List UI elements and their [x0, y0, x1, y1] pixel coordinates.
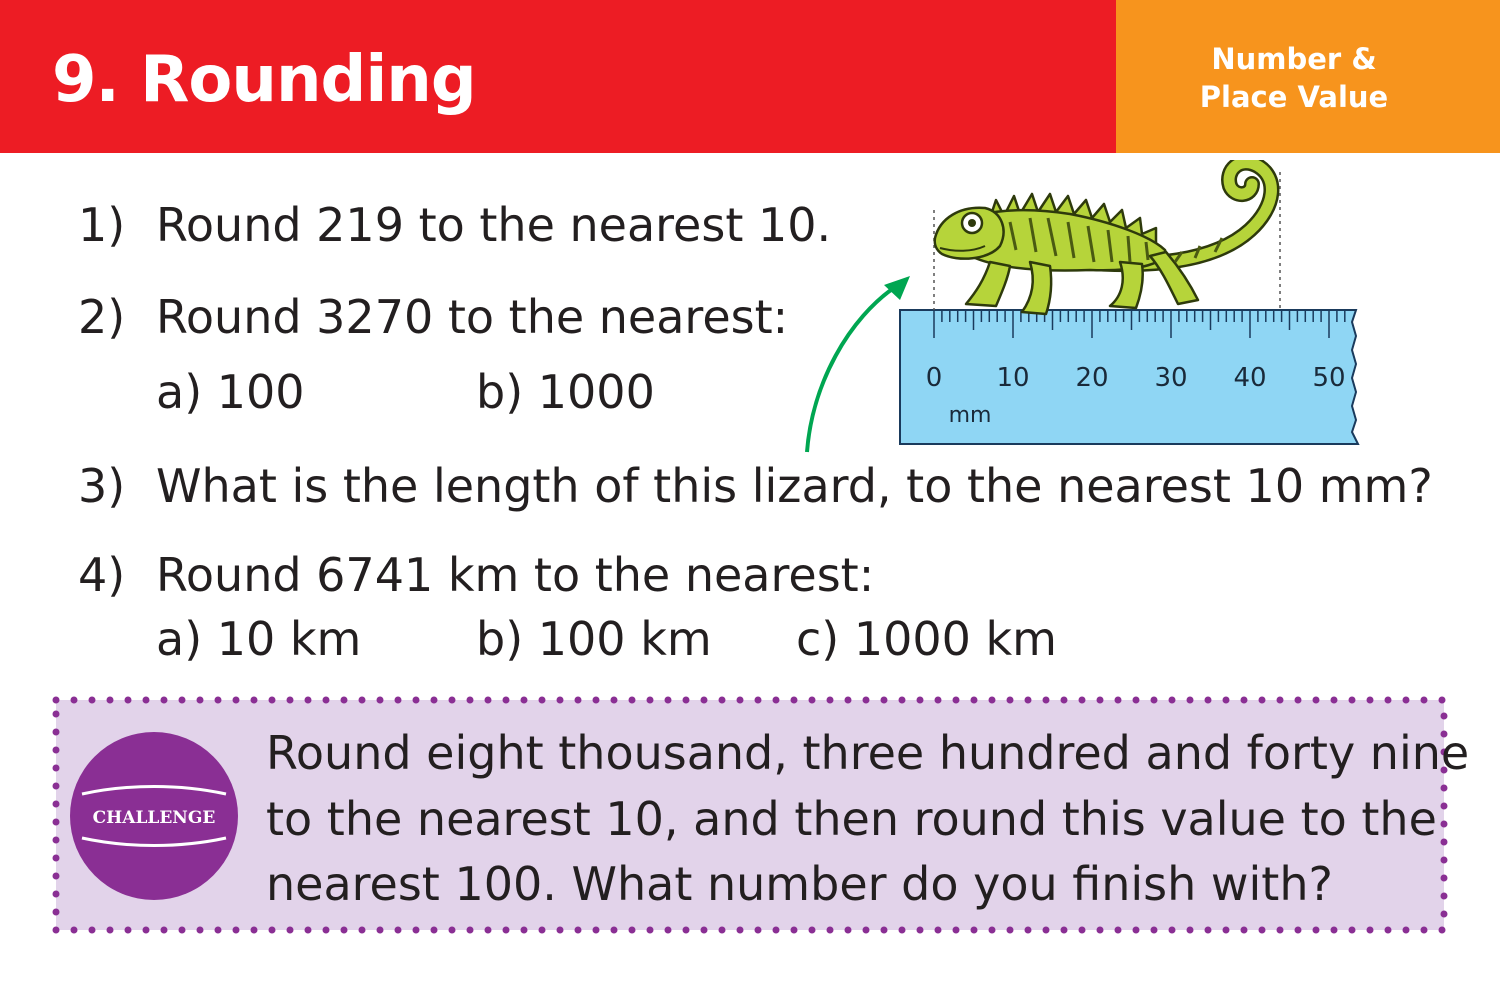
challenge-text-line2: to the nearest 10, and then round this value to the — [266, 792, 1437, 846]
question-4-number: 4) — [78, 548, 126, 602]
question-2b: b) 1000 — [476, 365, 655, 419]
topic-label-line1: Number & — [1211, 42, 1377, 76]
challenge-badge-label: CHALLENGE — [92, 808, 216, 828]
topic-label-line2: Place Value — [1199, 80, 1389, 114]
ruler-label-20: 20 — [1075, 363, 1109, 393]
question-4-text: Round 6741 km to the nearest: — [156, 548, 875, 602]
ruler-label-40: 40 — [1233, 363, 1267, 393]
question-1-number: 1) — [78, 198, 126, 252]
lizard-ruler-illustration — [790, 160, 1370, 460]
question-3-number: 3) — [78, 459, 126, 513]
challenge-badge — [68, 730, 240, 902]
question-4a: a) 10 km — [156, 612, 362, 666]
challenge-text-line3: nearest 100. What number do you finish with? — [266, 857, 1333, 911]
challenge-text-line1: Round eight thousand, three hundred and forty nine — [266, 726, 1470, 780]
ruler-label-30: 30 — [1154, 363, 1188, 393]
question-4c: c) 1000 km — [796, 612, 1057, 666]
question-3-text: What is the length of this lizard, to the nearest 10 mm? — [156, 459, 1433, 513]
question-2-number: 2) — [78, 290, 126, 344]
page-title: 9. Rounding — [52, 43, 476, 117]
ruler-label-10: 10 — [996, 363, 1030, 393]
arrow-icon — [807, 276, 910, 452]
question-2-text: Round 3270 to the nearest: — [156, 290, 789, 344]
lizard-icon — [935, 163, 1272, 314]
ruler-label-0: 0 — [925, 363, 943, 393]
question-4b: b) 100 km — [476, 612, 712, 666]
question-1-text: Round 219 to the nearest 10. — [156, 198, 832, 252]
ruler-unit: mm — [948, 403, 992, 428]
ruler — [900, 310, 1358, 444]
question-2a: a) 100 — [156, 365, 305, 419]
ruler-label-50: 50 — [1312, 363, 1346, 393]
